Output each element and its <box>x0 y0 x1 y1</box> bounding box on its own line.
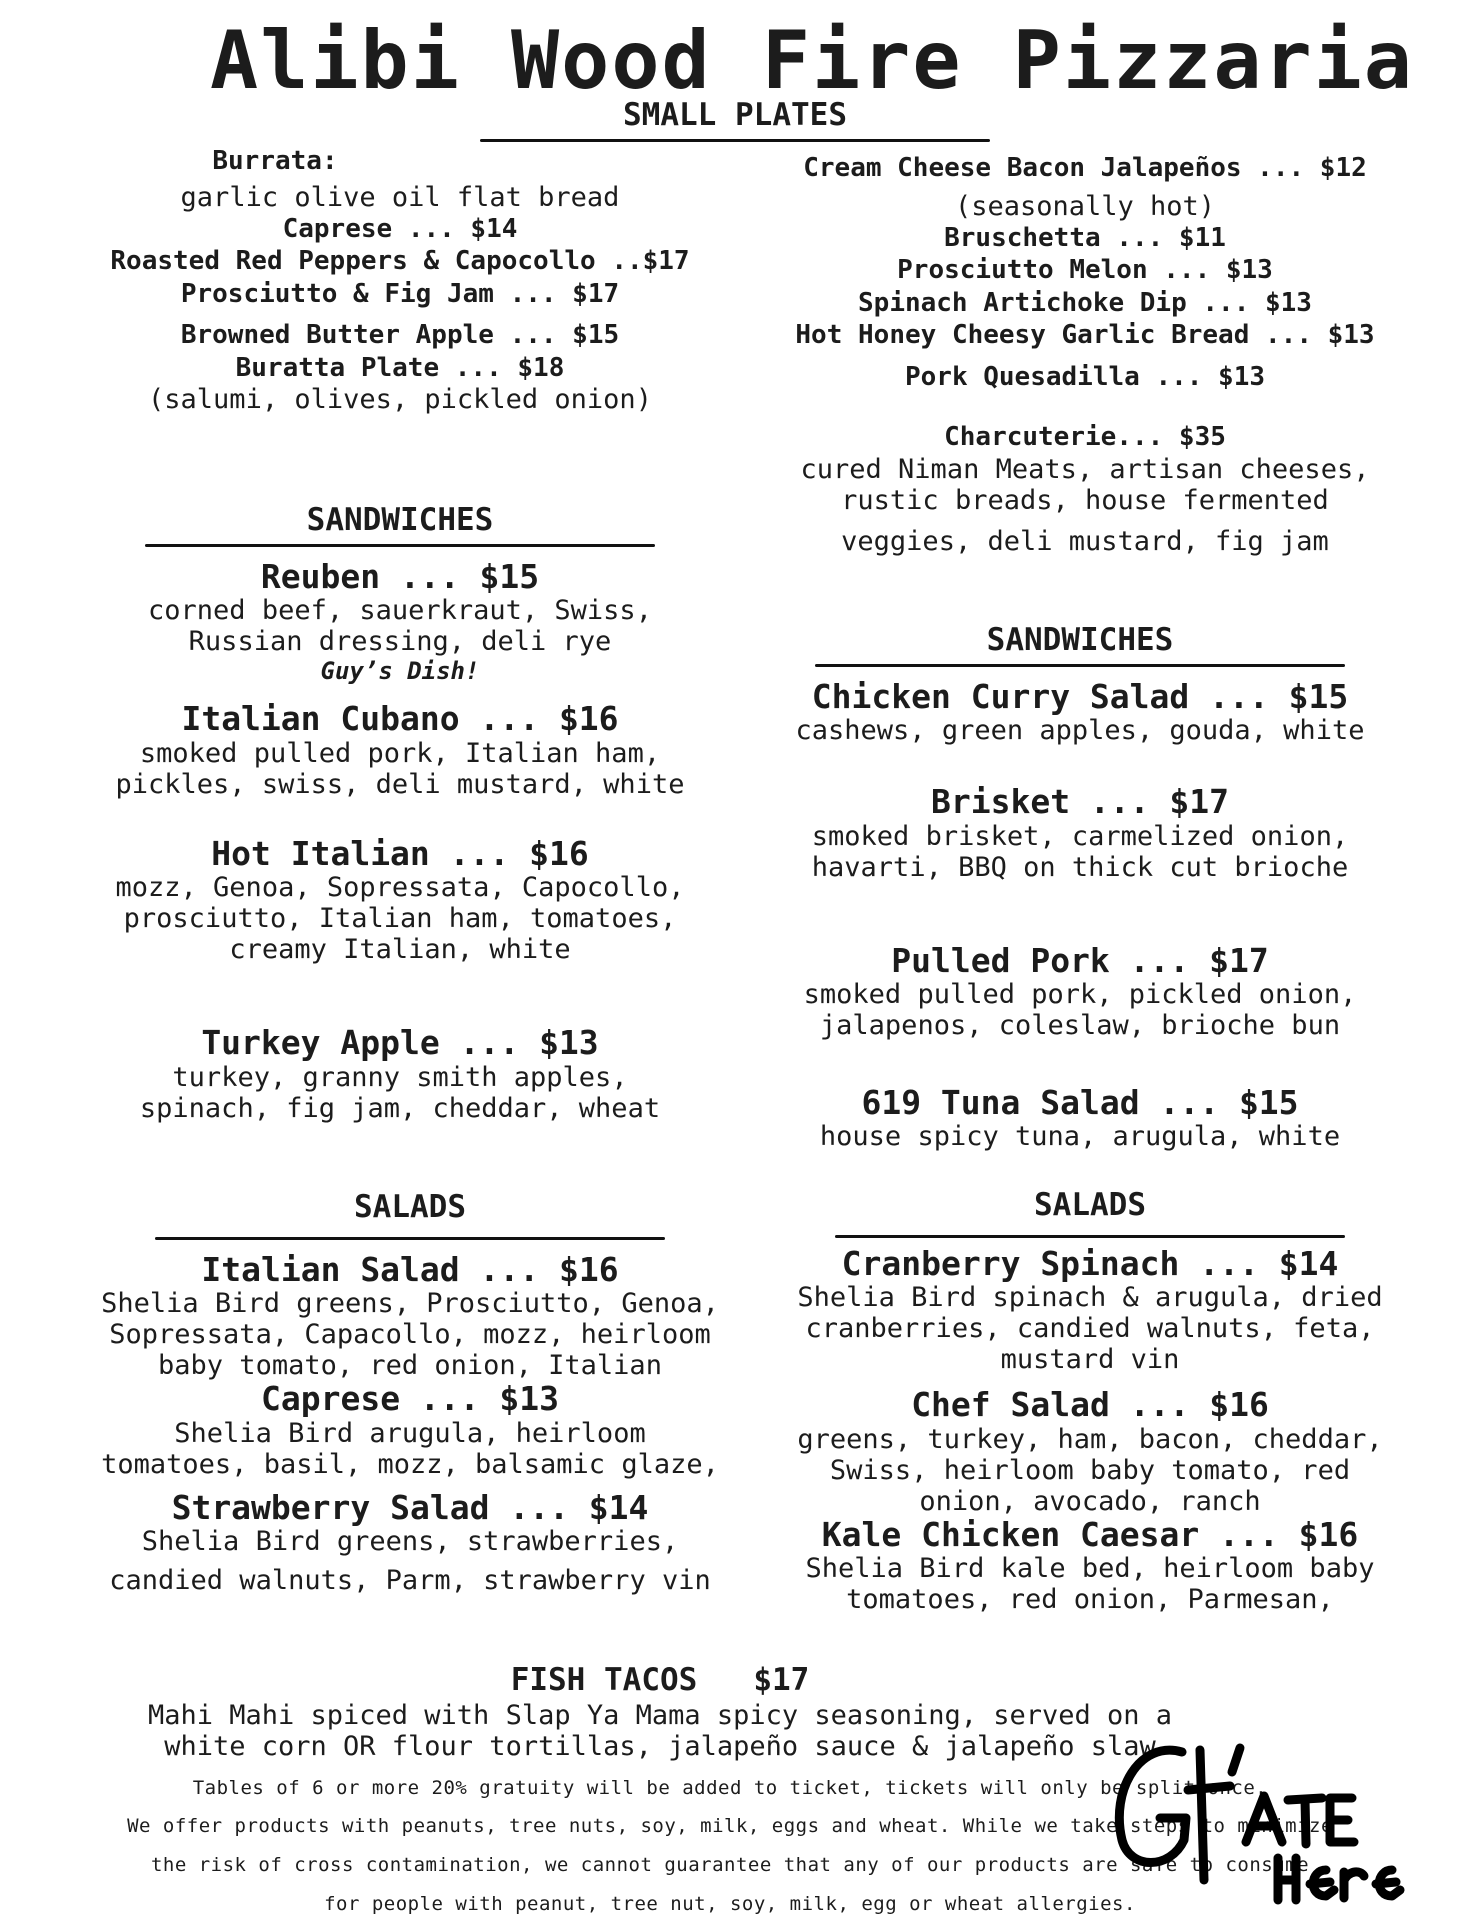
menu-item: Italian Cubano ... $16 <box>181 699 619 739</box>
menu-item: Strawberry Salad ... $14 <box>171 1487 649 1527</box>
menu-item: Bruschetta ... $11 <box>944 222 1226 253</box>
item-description: pickles, swiss, deli mustard, white <box>115 768 685 800</box>
menu-item: Prosciutto Melon ... $13 <box>897 255 1273 286</box>
menu-item: Cream Cheese Bacon Jalapeños ... $12 <box>803 153 1367 183</box>
salads-right <box>750 1187 1430 1616</box>
salads-heading: SALADS <box>1034 1187 1146 1223</box>
item-description: onion, avocado, ranch <box>919 1485 1261 1517</box>
item-description: creamy Italian, white <box>229 934 571 966</box>
menu-item: Pulled Pork ... $17 <box>891 940 1269 980</box>
restaurant-name: Alibi Wood Fire Pizzaria <box>210 14 1414 107</box>
item-description: candied walnuts, Parm, strawberry vin <box>109 1565 711 1597</box>
item-description: Shelia Bird kale bed, heirloom baby <box>805 1553 1375 1585</box>
menu-item: Brisket ... $17 <box>930 782 1229 822</box>
menu-item: Chicken Curry Salad ... $15 <box>811 677 1349 716</box>
sandwiches-left <box>70 502 730 1124</box>
fish-tacos-section <box>100 1662 1220 1763</box>
fish-tacos-title: FISH TACOS $17 <box>510 1662 810 1698</box>
item-description: corned beef, sauerkraut, Swiss, <box>148 595 652 627</box>
item-description: jalapenos, coleslaw, brioche bun <box>819 1010 1341 1042</box>
menu-item: Roasted Red Peppers & Capocollo ..$17 <box>110 246 690 277</box>
item-description: smoked pulled pork, pickled onion, <box>803 979 1357 1011</box>
item-description: cashews, green apples, gouda, white <box>795 715 1365 747</box>
small-plates-left <box>60 145 740 415</box>
item-description: Shelia Bird arugula, heirloom <box>174 1417 646 1449</box>
item-description: tomatoes, basil, mozz, balsamic glaze, <box>101 1448 719 1480</box>
heading-divider <box>815 664 1345 667</box>
menu-item: Caprese ... $14 <box>282 213 518 244</box>
menu-item: Hot Honey Cheesy Garlic Bread ... $13 <box>795 320 1375 351</box>
item-description: (seasonally hot) <box>954 190 1216 222</box>
menu-item: Italian Salad ... $16 <box>201 1250 619 1289</box>
item-description: mozz, Genoa, Sopressata, Capocollo, <box>115 872 685 904</box>
item-description: Mahi Mahi spiced with Slap Ya Mama spicy seasoning, served on a <box>147 1700 1173 1731</box>
heading-divider <box>480 139 990 142</box>
item-description: turkey, granny smith apples, <box>172 1061 628 1093</box>
item-description: prosciutto, Italian ham, tomatoes, <box>123 903 677 935</box>
item-description: white corn OR flour tortillas, jalapeño sauce & jalapeño slaw <box>164 1731 1156 1763</box>
item-description: Russian dressing, deli rye <box>188 626 612 658</box>
item-description: smoked pulled pork, Italian ham, <box>139 737 661 769</box>
allergy-note: for people with peanut, tree nut, soy, milk, egg or wheat allergies. <box>324 1893 1136 1915</box>
menu-item: Spinach Artichoke Dip ... $13 <box>858 287 1312 318</box>
menu-item: Prosciutto & Fig Jam ... $17 <box>180 278 620 309</box>
menu-item: Chef Salad ... $16 <box>911 1385 1269 1425</box>
allergy-note: the risk of cross contamination, we cannot guarantee that any of our products are safe to consume <box>150 1854 1310 1876</box>
item-description: cranberries, candied walnuts, feta, <box>805 1313 1375 1345</box>
small-plates-header <box>475 97 995 142</box>
item-description: cured Niman Meats, artisan cheeses, <box>800 453 1370 485</box>
menu-item: Kale Chicken Caesar ... $16 <box>821 1514 1359 1554</box>
heading-divider <box>155 1237 665 1240</box>
allergy-note: We offer products with peanuts, tree nuts, soy, milk, eggs and wheat. While we take steps to minimize <box>127 1815 1333 1837</box>
guy-ate-here-logo <box>1100 1730 1440 1920</box>
item-description: Shelia Bird spinach & arugula, dried <box>797 1282 1383 1314</box>
small-plates-right <box>745 152 1425 557</box>
menu-item: Cranberry Spinach ... $14 <box>841 1244 1339 1283</box>
item-description: Sopressata, Capacollo, mozz, heirloom <box>109 1319 711 1351</box>
item-description: Swiss, heirloom baby tomato, red <box>829 1454 1351 1486</box>
item-description: Shelia Bird greens, strawberries, <box>141 1526 679 1558</box>
gratuity-note: Tables of 6 or more 20% gratuity will be added to ticket, tickets will only be split once. <box>192 1777 1268 1799</box>
menu-item: Hot Italian ... $16 <box>211 833 589 873</box>
heading-divider <box>835 1235 1345 1238</box>
item-description: garlic olive oil flat bread <box>180 181 620 213</box>
small-plates-heading: SMALL PLATES <box>623 97 847 133</box>
item-description: veggies, deli mustard, fig jam <box>841 525 1329 557</box>
menu-item: Caprese ... $13 <box>260 1379 559 1419</box>
item-description: spinach, fig jam, cheddar, wheat <box>139 1092 661 1124</box>
item-description: tomatoes, red onion, Parmesan, <box>846 1584 1334 1616</box>
heading-divider <box>145 544 655 547</box>
menu-item: Burrata: <box>212 146 338 176</box>
menu-item: Pork Quesadilla ... $13 <box>904 361 1266 392</box>
menu-item: Charcuterie... $35 <box>944 422 1226 453</box>
item-description: Shelia Bird greens, Prosciutto, Genoa, <box>101 1288 719 1320</box>
menu-item: Buratta Plate ... $18 <box>235 352 565 383</box>
sandwiches-heading: SANDWICHES <box>306 502 494 538</box>
item-description: baby tomato, red onion, Italian <box>158 1350 662 1382</box>
menu-item: 619 Tuna Salad ... $15 <box>861 1083 1299 1123</box>
menu-item: Reuben ... $15 <box>260 557 540 596</box>
menu-item: Browned Butter Apple ... $15 <box>180 320 620 351</box>
sandwiches-heading: SANDWICHES <box>986 622 1174 658</box>
salads-left <box>80 1189 740 1597</box>
item-description: (salumi, olives, pickled onion) <box>148 384 652 416</box>
item-description: mustard vin <box>1000 1344 1180 1376</box>
sandwiches-right <box>740 622 1420 1153</box>
salads-heading: SALADS <box>354 1189 466 1225</box>
item-description: havarti, BBQ on thick cut brioche <box>811 851 1349 883</box>
item-description: rustic breads, house fermented <box>841 484 1329 516</box>
menu-item: Turkey Apple ... $13 <box>201 1023 599 1063</box>
item-description: greens, turkey, ham, bacon, cheddar, <box>797 1423 1383 1455</box>
item-description: smoked brisket, carmelized onion, <box>811 820 1349 852</box>
item-note: Guy’s Dish! <box>320 657 480 686</box>
item-description: house spicy tuna, arugula, white <box>819 1121 1341 1153</box>
